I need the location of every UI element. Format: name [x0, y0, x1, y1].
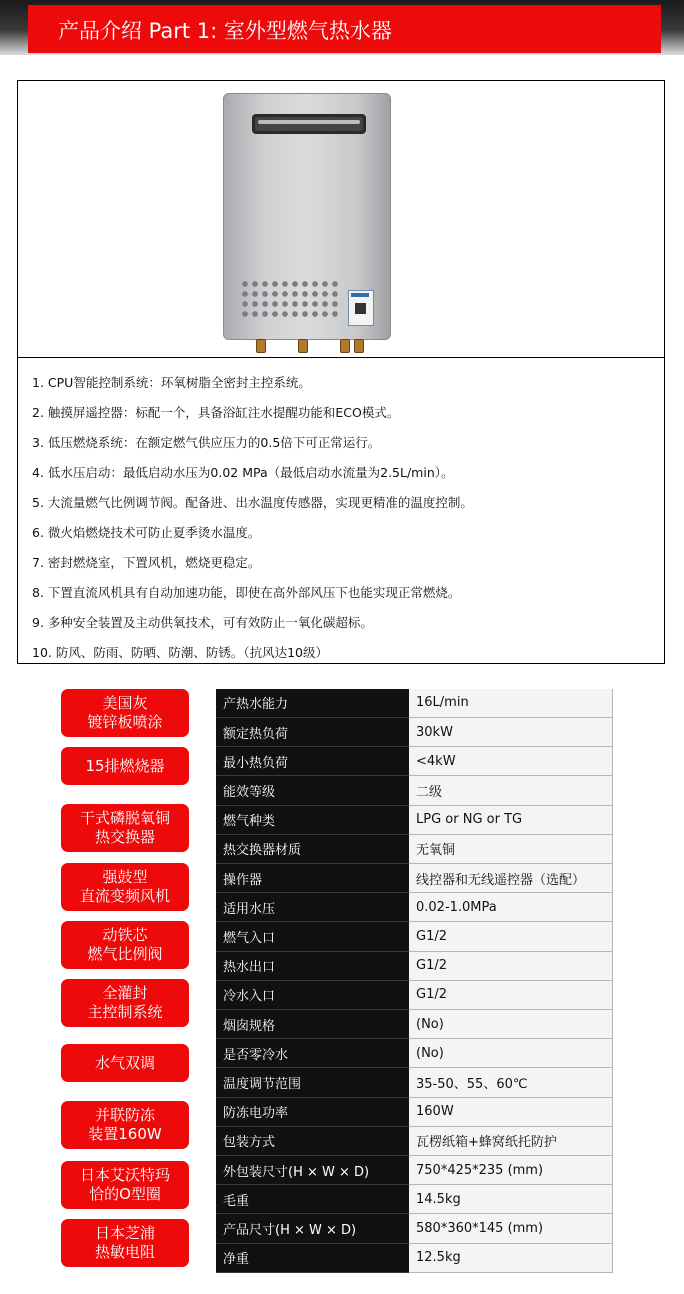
spec-label: 热交换器材质 [216, 834, 409, 863]
product-image-area [18, 81, 664, 358]
table-row [216, 834, 613, 863]
table-row [216, 951, 613, 980]
spec-value: 无氧铜 [409, 834, 613, 863]
spec-label: 防冻电功率 [216, 1097, 409, 1126]
feature-item: 6. 微火焰燃烧技术可防止夏季烫水温度。 [32, 525, 261, 540]
table-row [216, 893, 613, 922]
table-row [216, 1068, 613, 1097]
heater-intake-holes [240, 279, 340, 321]
spec-label: 温度调节范围 [216, 1068, 409, 1097]
heater-vent [252, 114, 366, 134]
page-title: 产品介绍 Part 1: 室外型燃气热水器 [58, 19, 392, 43]
table-row [216, 1243, 613, 1272]
table-row [216, 776, 613, 805]
table-row [216, 747, 613, 776]
feature-item: 4. 低水压启动：最低启动水压为0.02 MPa（最低启动水流量为2.5L/min）。 [32, 465, 454, 480]
table-row [216, 805, 613, 834]
spec-label: 最小热负荷 [216, 747, 409, 776]
spec-value: 14.5kg [409, 1185, 613, 1214]
spec-value: G1/2 [409, 951, 613, 980]
spec-value: G1/2 [409, 922, 613, 951]
feature-item: 7. 密封燃烧室，下置风机，燃烧更稳定。 [32, 555, 261, 570]
spec-value: 35-50、55、60℃ [409, 1068, 613, 1097]
spec-value: 二级 [409, 776, 613, 805]
table-row [216, 980, 613, 1009]
spec-label: 包装方式 [216, 1126, 409, 1155]
heater-pipes [244, 339, 374, 353]
spec-label: 毛重 [216, 1185, 409, 1214]
spec-value: 16L/min [409, 689, 613, 717]
table-row [216, 1097, 613, 1126]
spec-label: 燃气入口 [216, 922, 409, 951]
table-row [216, 1214, 613, 1243]
table-row [216, 1156, 613, 1185]
spec-label: 燃气种类 [216, 805, 409, 834]
spec-label: 外包装尺寸(H × W × D) [216, 1156, 409, 1185]
water-heater-image [223, 93, 391, 340]
table-row [216, 1010, 613, 1039]
table-row [216, 1126, 613, 1155]
table-row [216, 1039, 613, 1068]
feature-badge: 日本芝浦 热敏电阻 [61, 1219, 189, 1267]
feature-item: 9. 多种安全装置及主动供氧技术，可有效防止一氧化碳超标。 [32, 615, 373, 630]
feature-badge: 强鼓型 直流变频风机 [61, 863, 189, 911]
spec-value: (No) [409, 1010, 613, 1039]
table-row [216, 863, 613, 892]
feature-badge: 干式磷脱氧铜 热交换器 [61, 804, 189, 852]
feature-badge: 日本艾沃特玛 恰的O型圈 [61, 1161, 189, 1209]
feature-item: 2. 触摸屏遥控器：标配一个，具备浴缸注水提醒功能和ECO模式。 [32, 405, 400, 420]
heater-energy-label [348, 290, 374, 326]
spec-label: 热水出口 [216, 951, 409, 980]
feature-badge: 美国灰 镀锌板喷涂 [61, 689, 189, 737]
spec-value: 750*425*235 (mm) [409, 1156, 613, 1185]
spec-label: 额定热负荷 [216, 717, 409, 746]
spec-value: 线控器和无线遥控器（选配） [409, 863, 613, 892]
table-row [216, 922, 613, 951]
spec-value: LPG or NG or TG [409, 805, 613, 834]
spec-value: 12.5kg [409, 1243, 613, 1272]
feature-item: 3. 低压燃烧系统：在额定燃气供应压力的0.5倍下可正常运行。 [32, 435, 381, 450]
spec-label: 能效等级 [216, 776, 409, 805]
spec-value: 0.02-1.0MPa [409, 893, 613, 922]
spec-value: <4kW [409, 747, 613, 776]
header-banner [0, 0, 684, 55]
feature-badge: 并联防冻 装置160W [61, 1101, 189, 1149]
spec-label: 产品尺寸(H × W × D) [216, 1214, 409, 1243]
spec-label: 烟囱规格 [216, 1010, 409, 1039]
spec-value: 160W [409, 1097, 613, 1126]
table-row [216, 717, 613, 746]
feature-item: 1. CPU智能控制系统：环氧树脂全密封主控系统。 [32, 375, 311, 390]
spec-table [216, 689, 613, 1273]
feature-badge: 动铁芯 燃气比例阀 [61, 921, 189, 969]
spec-label: 是否零冷水 [216, 1039, 409, 1068]
spec-value: G1/2 [409, 980, 613, 1009]
table-row [216, 689, 613, 717]
spec-value: 瓦楞纸箱+蜂窝纸托防护 [409, 1126, 613, 1155]
feature-badge: 水气双调 [61, 1044, 189, 1082]
spec-label: 适用水压 [216, 893, 409, 922]
header-red-bar [28, 5, 661, 53]
product-box [17, 80, 665, 664]
spec-value: (No) [409, 1039, 613, 1068]
spec-label: 冷水入口 [216, 980, 409, 1009]
feature-item: 10. 防风、防雨、防晒、防潮、防锈。（抗风达10级） [32, 645, 329, 660]
feature-item: 5. 大流量燃气比例调节阀。配备进、出水温度传感器，实现更精准的温度控制。 [32, 495, 473, 510]
spec-value: 580*360*145 (mm) [409, 1214, 613, 1243]
feature-badge: 15排燃烧器 [61, 747, 189, 785]
spec-value: 30kW [409, 717, 613, 746]
spec-label: 操作器 [216, 863, 409, 892]
feature-item: 8. 下置直流风机具有自动加速功能，即使在高外部风压下也能实现正常燃烧。 [32, 585, 461, 600]
table-row [216, 1185, 613, 1214]
spec-label: 产热水能力 [216, 689, 409, 717]
spec-label: 净重 [216, 1243, 409, 1272]
feature-badge: 全灌封 主控制系统 [61, 979, 189, 1027]
